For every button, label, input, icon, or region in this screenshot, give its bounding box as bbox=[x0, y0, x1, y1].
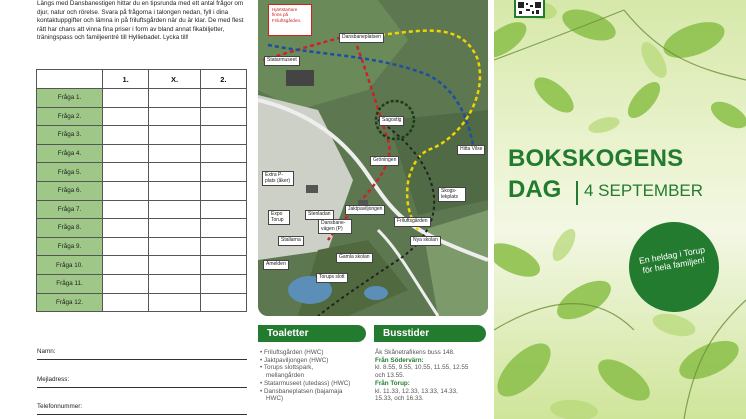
question-label: Fråga 6. bbox=[37, 181, 103, 200]
table-row bbox=[37, 256, 247, 275]
question-label: Fråga 12. bbox=[37, 293, 103, 312]
list-item: • Dansbaneplatsen (bajamaja bbox=[260, 387, 343, 395]
area-map bbox=[258, 0, 488, 316]
event-date: 4 SEPTEMBER bbox=[584, 181, 704, 200]
table-row bbox=[37, 219, 247, 238]
answer-1-cell[interactable] bbox=[103, 144, 149, 163]
name-label: Namn: bbox=[37, 348, 56, 355]
answer-x-cell[interactable] bbox=[149, 256, 201, 275]
answer-2-cell[interactable] bbox=[200, 256, 246, 275]
map-label-gamla-skolan: Gamla skolan bbox=[336, 253, 373, 263]
question-label: Fråga 2. bbox=[37, 107, 103, 126]
map-label-hitta-vilse: Hitta Vilse bbox=[457, 145, 485, 155]
answer-1-cell[interactable] bbox=[103, 256, 149, 275]
list-item: • Statarmuseet (utedass) (HWC) bbox=[260, 379, 351, 387]
cover-panel bbox=[494, 0, 746, 419]
answer-1-cell[interactable] bbox=[103, 181, 149, 200]
map-label-torups-slott: Torups slott bbox=[316, 273, 348, 283]
phone-field[interactable] bbox=[37, 403, 247, 415]
map-label-nya-skolan: Nya skolan bbox=[410, 236, 441, 246]
badge-text: En heldag i Torup för hela familjen! bbox=[638, 244, 706, 276]
question-label: Fråga 4. bbox=[37, 144, 103, 163]
phone-label: Telefonnummer: bbox=[37, 403, 83, 410]
toaletter-list bbox=[260, 349, 372, 403]
table-header-row bbox=[37, 70, 247, 89]
answer-1-cell[interactable] bbox=[103, 126, 149, 145]
quiz-intro: Längs med Dansbanestigen hittar du en tipsrunda med ett antal frågor om djur, natur och rörelse. Svara på frågorna i talongen nedan, fyll i dina kontaktuppgifter och lämna in på friluftsgården när du är klar. De med flest rätt har chans att vinna fina priser i form av bland annat fikabiljetter, träningspass och familjeentré till Hylliebadet. Lycka till! bbox=[37, 0, 244, 42]
answer-x-cell[interactable] bbox=[149, 163, 201, 182]
question-label: Fråga 7. bbox=[37, 200, 103, 219]
answer-1-cell[interactable] bbox=[103, 293, 149, 312]
bus-line: Åk Skånetrafikens buss 148. bbox=[375, 349, 455, 356]
qr-code[interactable] bbox=[514, 0, 545, 18]
email-label: Mejladress: bbox=[37, 376, 70, 383]
answer-1-cell[interactable] bbox=[103, 237, 149, 256]
answer-1-cell[interactable] bbox=[103, 274, 149, 293]
question-label: Fråga 11. bbox=[37, 274, 103, 293]
map-label-amelden: Amelden bbox=[263, 260, 289, 270]
answer-1-cell[interactable] bbox=[103, 107, 149, 126]
quiz-rows bbox=[37, 89, 247, 312]
map-label-statarmuseet: Statarmuseet bbox=[264, 56, 300, 66]
answer-2-cell[interactable] bbox=[200, 219, 246, 238]
column-header-x: X. bbox=[149, 70, 201, 89]
answer-1-cell[interactable] bbox=[103, 89, 149, 108]
answer-2-cell[interactable] bbox=[200, 107, 246, 126]
question-label: Fråga 5. bbox=[37, 163, 103, 182]
bus-times-torup-end: 15.33, och 16.33. bbox=[375, 395, 424, 403]
table-row bbox=[37, 89, 247, 108]
answer-1-cell[interactable] bbox=[103, 200, 149, 219]
table-row bbox=[37, 163, 247, 182]
answer-x-cell[interactable] bbox=[149, 144, 201, 163]
table-row bbox=[37, 274, 247, 293]
qr-code-icon bbox=[516, 0, 543, 16]
table-row bbox=[37, 293, 247, 312]
answer-2-cell[interactable] bbox=[200, 144, 246, 163]
question-label: Fråga 10. bbox=[37, 256, 103, 275]
list-item: • Friluftsgården (HWC) bbox=[260, 349, 324, 356]
name-field[interactable] bbox=[37, 348, 247, 360]
list-item: mellangården bbox=[266, 372, 305, 380]
table-row bbox=[37, 200, 247, 219]
answer-x-cell[interactable] bbox=[149, 200, 201, 219]
answer-2-cell[interactable] bbox=[200, 163, 246, 182]
map-label-jaktpaviljongen: Jaktpaviljongen bbox=[345, 205, 385, 215]
quiz-panel bbox=[0, 0, 252, 419]
answer-1-cell[interactable] bbox=[103, 219, 149, 238]
column-header bbox=[37, 70, 103, 89]
quiz-answer-table bbox=[36, 69, 247, 312]
leaves-illustration bbox=[494, 0, 746, 419]
answer-2-cell[interactable] bbox=[200, 126, 246, 145]
answer-x-cell[interactable] bbox=[149, 293, 201, 312]
bus-from-torup: Från Torup: bbox=[375, 379, 410, 387]
question-label: Fråga 9. bbox=[37, 237, 103, 256]
answer-x-cell[interactable] bbox=[149, 237, 201, 256]
map-label-dansbaneplatsen: Dansbaneplatsen bbox=[339, 33, 384, 43]
cover-title: BOKSKOGENS bbox=[508, 145, 684, 172]
question-label: Fråga 3. bbox=[37, 126, 103, 145]
answer-x-cell[interactable] bbox=[149, 181, 201, 200]
question-label: Fråga 1. bbox=[37, 89, 103, 108]
answer-x-cell[interactable] bbox=[149, 274, 201, 293]
map-label-groningen: Gröningen bbox=[370, 156, 399, 166]
list-item: • Torups slottspark, bbox=[260, 364, 314, 372]
answer-x-cell[interactable] bbox=[149, 126, 201, 145]
answer-x-cell[interactable] bbox=[149, 219, 201, 238]
question-label: Fråga 8. bbox=[37, 219, 103, 238]
table-row bbox=[37, 107, 247, 126]
answer-x-cell[interactable] bbox=[149, 89, 201, 108]
answer-1-cell[interactable] bbox=[103, 163, 149, 182]
map-label-extra-p: Extra P-plats (åker) bbox=[262, 171, 294, 186]
answer-2-cell[interactable] bbox=[200, 200, 246, 219]
answer-2-cell[interactable] bbox=[200, 293, 246, 312]
table-row bbox=[37, 126, 247, 145]
title-divider bbox=[576, 181, 578, 205]
bus-from-sodervarn: Från Södervärn: bbox=[375, 356, 424, 364]
map-legend-box: Hjärtstartare finns på Friluftsgården. bbox=[268, 4, 312, 36]
map-panel bbox=[252, 0, 494, 419]
cover-title-dag: DAG bbox=[508, 176, 562, 203]
map-label-stenladan: Stenladan bbox=[305, 210, 334, 220]
map-label-dansbanevagen: Dansbane-vägen (P) bbox=[318, 219, 352, 234]
toaletter-heading: Toaletter bbox=[258, 325, 366, 342]
answer-2-cell[interactable] bbox=[200, 237, 246, 256]
busstider-heading: Busstider bbox=[374, 325, 486, 342]
map-label-friluftsgarden: Friluftsgården bbox=[394, 217, 431, 227]
map-label-skogslekplats: Skogs-lekplats bbox=[438, 187, 466, 202]
email-field[interactable] bbox=[37, 376, 247, 388]
column-header-2: 2. bbox=[200, 70, 246, 89]
bus-times-sodervarn-end: och 13.55. bbox=[375, 372, 405, 380]
busstider-text bbox=[375, 349, 491, 403]
bus-times-sodervarn: kl. 8.55, 9.55, 10.55, 11.55, 12.55 bbox=[375, 364, 469, 372]
answer-2-cell[interactable] bbox=[200, 181, 246, 200]
answer-2-cell[interactable] bbox=[200, 89, 246, 108]
map-label-stallarna: Stallarna bbox=[278, 236, 304, 246]
table-row bbox=[37, 237, 247, 256]
list-item: • Jaktpaviljongen (HWC) bbox=[260, 356, 329, 364]
answer-x-cell[interactable] bbox=[149, 107, 201, 126]
bus-times-torup: kl. 11.33, 12.33, 13.33, 14.33, bbox=[375, 387, 458, 395]
map-label-sagostig: Sagostig bbox=[379, 116, 404, 126]
map-label-expo-torup: Expo Torup bbox=[268, 210, 290, 225]
list-item: HWC) bbox=[266, 395, 284, 403]
column-header-1: 1. bbox=[103, 70, 149, 89]
table-row bbox=[37, 181, 247, 200]
answer-2-cell[interactable] bbox=[200, 274, 246, 293]
table-row bbox=[37, 144, 247, 163]
